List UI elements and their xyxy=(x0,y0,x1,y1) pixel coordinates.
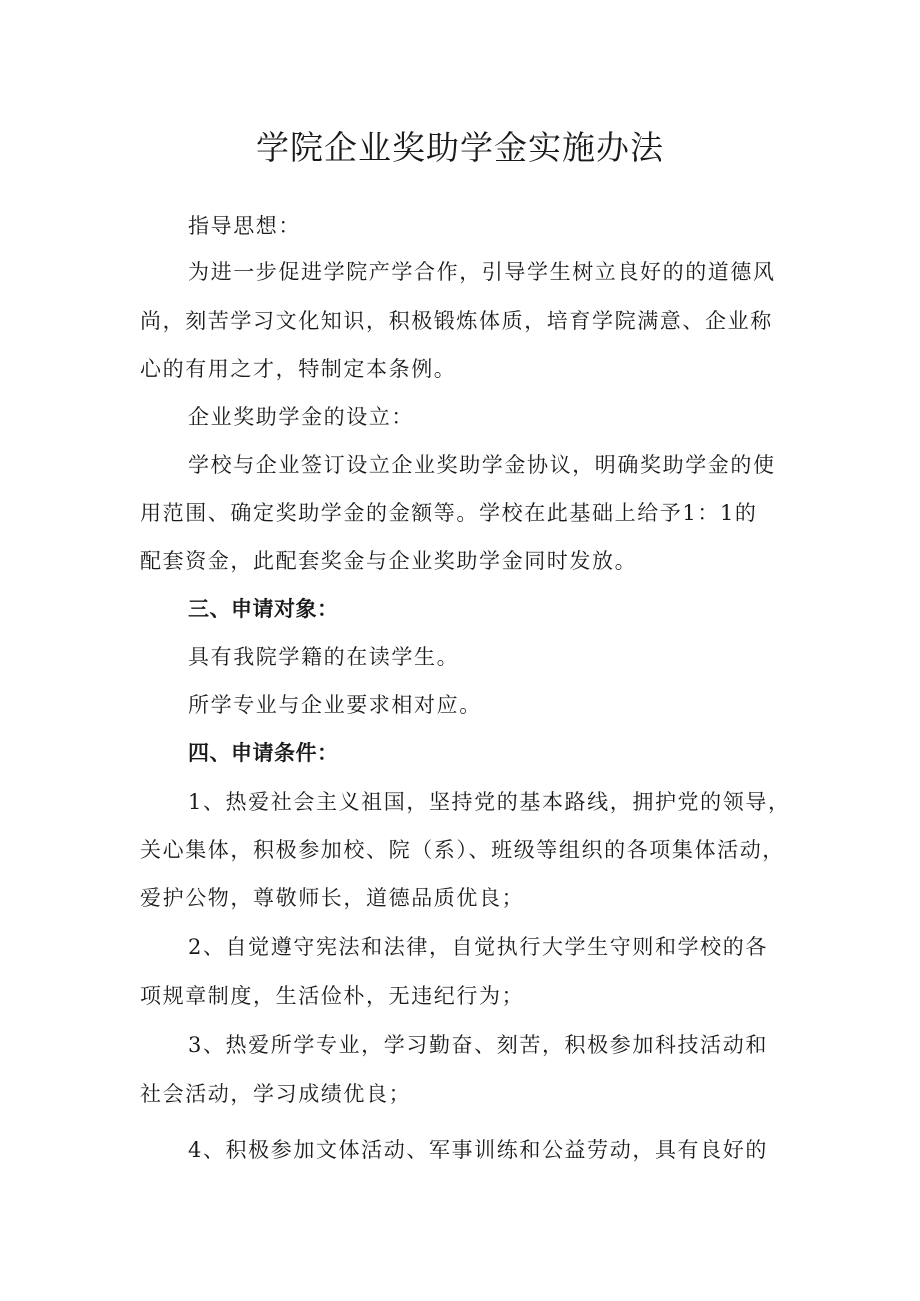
paragraph-line: 心的有用之才，特制定本条例。 xyxy=(140,357,457,381)
section-heading-guiding-thought: 指导思想： xyxy=(188,214,301,238)
paragraph-line: 2、自觉遵守宪法和法律，自觉执行大学生守则和学校的各 xyxy=(188,935,768,959)
paragraph-line: 具有我院学籍的在读学生。 xyxy=(188,645,460,669)
paragraph-line: 尚，刻苦学习文化知识，积极锻炼体质，培育学院满意、企业称 xyxy=(140,309,773,333)
paragraph-line: 用范围、确定奖助学金的金额等。学校在此基础上给予1：1的 xyxy=(140,501,758,525)
paragraph-line: 爱护公物，尊敬师长，道德品质优良； xyxy=(140,886,525,910)
section-heading-applicants: 三、申请对象： xyxy=(188,597,339,621)
section-heading-conditions: 四、申请条件： xyxy=(188,741,339,765)
document-title: 学院企业奖助学金实施办法 xyxy=(256,128,664,167)
paragraph-line: 社会活动，学习成绩优良； xyxy=(140,1082,412,1106)
paragraph-line: 3、热爱所学专业，学习勤奋、刻苦，积极参加科技活动和 xyxy=(188,1033,768,1057)
paragraph-line: 项规章制度，生活俭朴，无违纪行为； xyxy=(140,984,525,1008)
paragraph-line: 关心集体，积极参加校、院（系）、班级等组织的各项集体活动， xyxy=(140,838,785,862)
paragraph-line: 所学专业与企业要求相对应。 xyxy=(188,693,482,717)
paragraph-line: 学校与企业签订设立企业奖助学金协议，明确奖助学金的使 xyxy=(188,453,776,477)
section-heading-establishment: 企业奖助学金的设立： xyxy=(188,405,414,429)
paragraph-line: 为进一步促进学院产学合作，引导学生树立良好的的道德风 xyxy=(188,260,776,284)
paragraph-line: 4、积极参加文体活动、军事训练和公益劳动，具有良好的 xyxy=(188,1138,768,1162)
paragraph-line: 1、热爱社会主义祖国，坚持党的基本路线，拥护党的领导， xyxy=(188,790,791,814)
paragraph-line: 配套资金，此配套奖金与企业奖助学金同时发放。 xyxy=(140,549,638,573)
